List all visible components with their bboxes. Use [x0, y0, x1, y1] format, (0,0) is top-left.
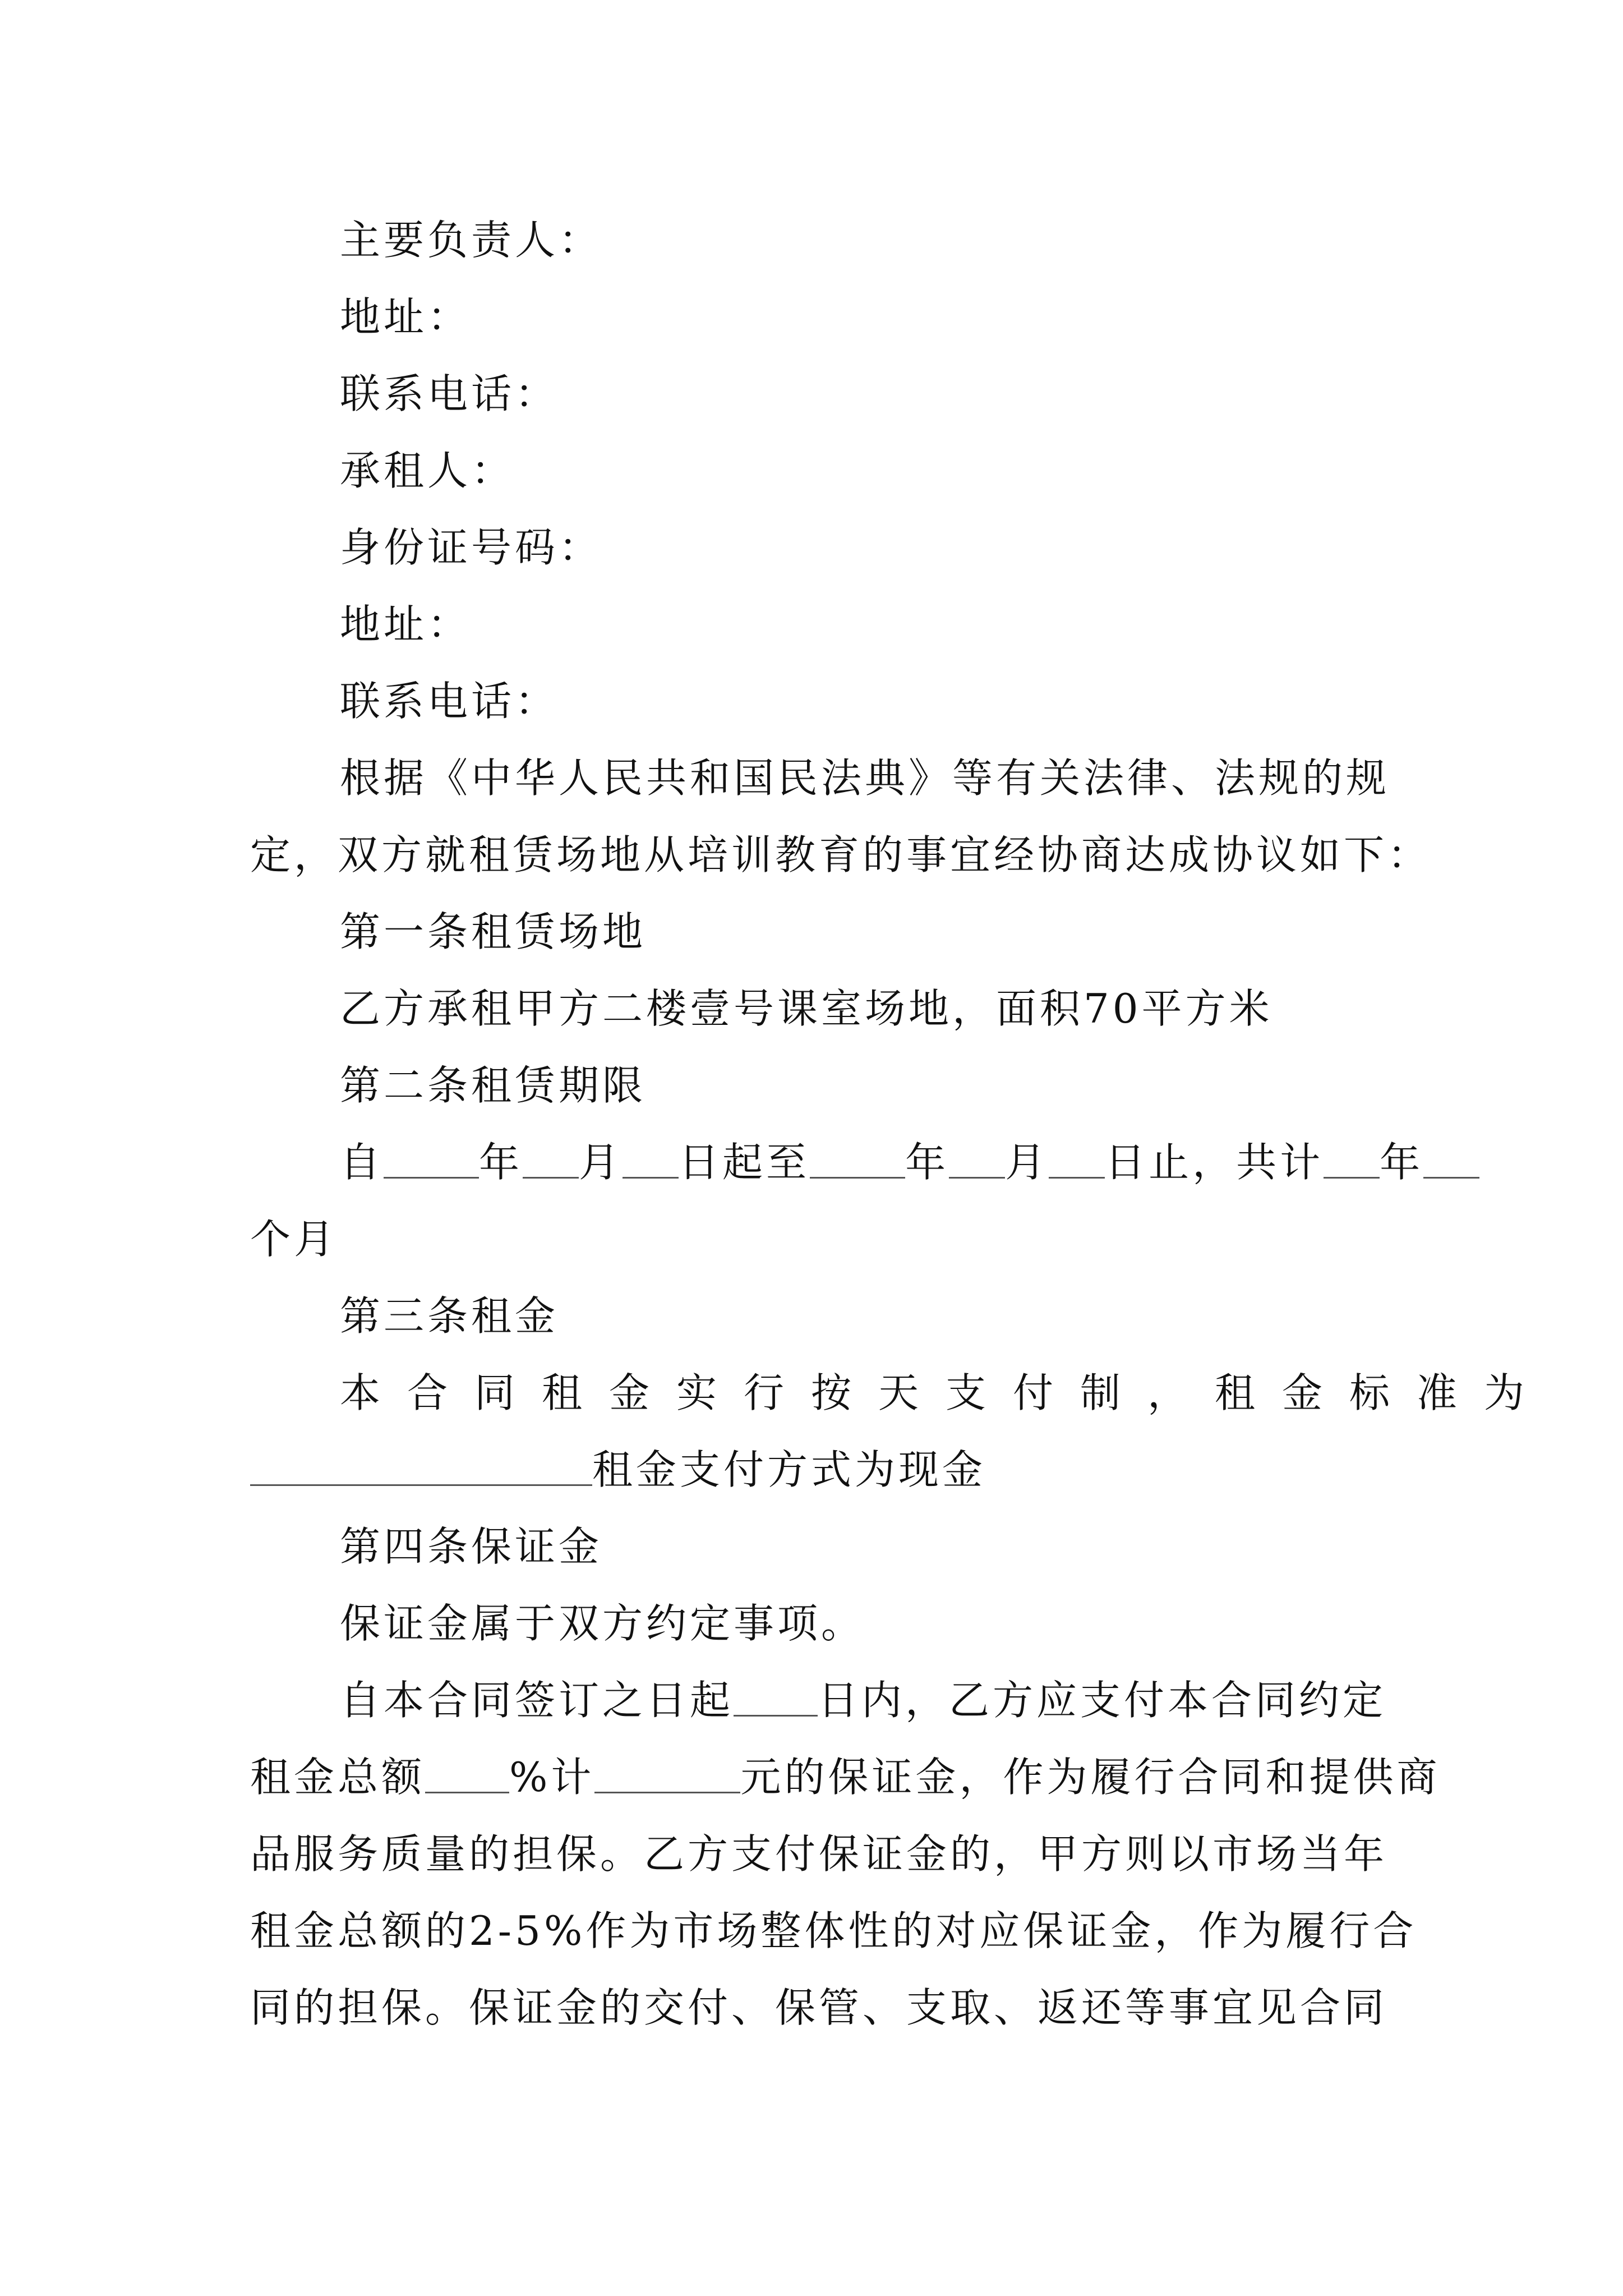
text-segment: 租金总额 — [250, 1754, 426, 1801]
text-segment: 月 — [1005, 1139, 1049, 1186]
preamble-line-1: 根据《中华人民共和国民法典》等有关法律、法规的规 — [340, 754, 1390, 802]
text-segment: 日起至 — [679, 1139, 810, 1186]
article-1-heading: 第一条租赁场地 — [340, 908, 647, 955]
field-principal: 主要负责人： — [340, 217, 603, 264]
text-segment: 自 — [340, 1139, 384, 1186]
article-3-text-line-1: 本合同租金实行按天支付制，租金标准为 — [340, 1369, 1552, 1416]
article-4-text-2-line-1 — [250, 1662, 1389, 1739]
blank-field — [734, 1681, 818, 1717]
blank-field — [1423, 1143, 1479, 1179]
blank-field — [810, 1143, 905, 1179]
document-body — [250, 202, 1552, 2046]
text-segment: 月 — [579, 1139, 623, 1186]
article-4-text-2-line-2 — [250, 1739, 1441, 1816]
article-4-heading: 第四条保证金 — [340, 1523, 603, 1570]
text-segment: 日内，乙方应支付本合同约定 — [818, 1677, 1387, 1724]
field-phone-lessee: 联系电话： — [340, 678, 559, 725]
article-4-text-1: 保证金属于双方约定事项。 — [340, 1600, 865, 1647]
blank-field — [425, 1758, 509, 1793]
text-segment: 自本合同签订之日起 — [340, 1677, 734, 1724]
blank-field — [250, 1451, 592, 1486]
field-address-lessor: 地址： — [340, 293, 472, 341]
field-phone-lessor: 联系电话： — [340, 370, 559, 417]
article-1-text: 乙方承租甲方二楼壹号课室场地，面积70平方米 — [340, 985, 1273, 1032]
blank-field — [623, 1143, 679, 1179]
field-address-lessee: 地址： — [340, 601, 472, 648]
text-segment: 年 — [479, 1139, 523, 1186]
article-3-text-line-2 — [250, 1432, 1389, 1508]
text-segment: 元的保证金，作为履行合同和提供商 — [740, 1754, 1441, 1801]
field-id-number: 身份证号码： — [340, 524, 603, 571]
text-segment: 租金支付方式为现金 — [592, 1446, 986, 1493]
field-lessee: 承租人： — [340, 447, 515, 494]
text-segment: 年 — [905, 1139, 949, 1186]
text-segment: %计 — [509, 1754, 595, 1801]
blank-field — [1324, 1143, 1380, 1179]
article-4-text-2-line-3: 品服务质量的担保。乙方支付保证金的，甲方则以市场当年 — [250, 1830, 1388, 1878]
blank-field — [594, 1758, 740, 1793]
blank-field — [1049, 1143, 1105, 1179]
article-2-text-line-1 — [250, 1124, 1424, 1201]
article-2-text-line-2: 个月 — [250, 1216, 338, 1263]
article-4-text-2-line-4: 租金总额的2-5%作为市场整体性的对应保证金，作为履行合 — [250, 1907, 1417, 1954]
blank-field — [523, 1143, 579, 1179]
article-3-heading: 第三条租金 — [340, 1292, 559, 1340]
article-2-heading: 第二条租赁期限 — [340, 1062, 647, 1109]
article-4-text-2-line-5: 同的担保。保证金的交付、保管、支取、返还等事宜见合同 — [250, 1984, 1388, 2031]
blank-field — [384, 1143, 479, 1179]
text-segment: 年 — [1380, 1139, 1424, 1186]
preamble-line-2: 定，双方就租赁场地从培训教育的事宜经协商达成协议如下： — [250, 831, 1432, 878]
text-segment: 日止，共计 — [1105, 1139, 1324, 1186]
blank-field — [949, 1143, 1005, 1179]
